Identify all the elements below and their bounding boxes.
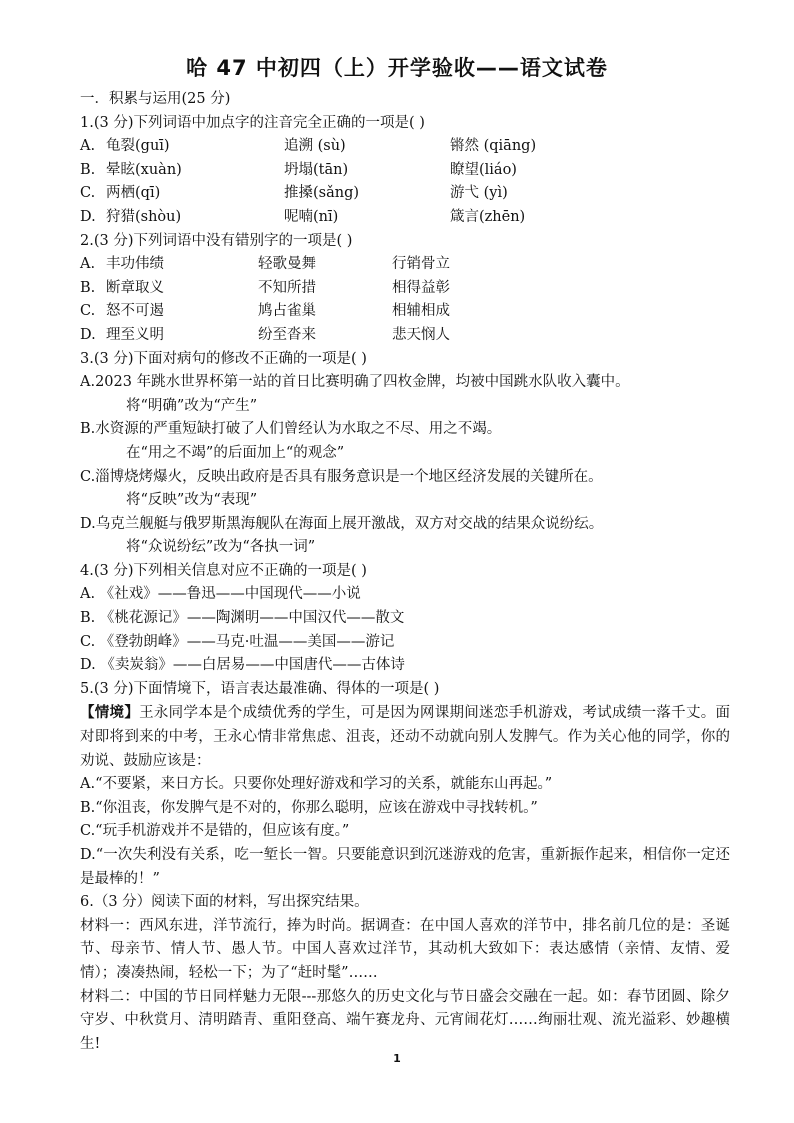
question-4-option-a: A. 《社戏》——鲁迅——中国现代——小说 <box>80 586 361 603</box>
question-2-stem: 2.(3 分)下列词语中没有错别字的一项是( ) <box>80 232 353 249</box>
question-5-stem: 5.(3 分)下面情境下，语言表达最准确、得体的一项是( ) <box>80 680 440 697</box>
question-5-option-c: C.“玩手机游戏并不是错的，但应该有度。” <box>80 823 350 840</box>
question-4-option-c: C. 《登勃朗峰》——马克·吐温——美国——游记 <box>80 633 395 650</box>
question-3-option-c-fix: 将“反映”改为“表现” <box>126 492 258 509</box>
question-5-option-d: D.“一次失利没有关系，吃一堑长一智。只要能意识到沉迷游戏的危害，重新振作起来，相信你一定还是最棒的！” <box>80 847 730 887</box>
question-3-option-c: C.淄博烧烤爆火，反映出政府是否具有服务意识是一个地区经济发展的关键所在。 <box>80 468 603 485</box>
question-4-stem: 4.(3 分)下列相关信息对应不正确的一项是( ) <box>80 562 367 579</box>
question-4-option-b: B. 《桃花源记》——陶渊明——中国汉代——散文 <box>80 610 405 627</box>
page-number: 1 <box>393 1052 401 1065</box>
question-1-option-b: B. 晕眩(xuàn) 坍塌(tān) 瞭望(liáo) <box>80 161 517 178</box>
question-3-option-d: D.乌克兰舰艇与俄罗斯黑海舰队在海面上展开激战，双方对交战的结果众说纷纭。 <box>80 515 604 532</box>
exam-content <box>80 88 730 1056</box>
question-3-option-b: B.水资源的严重短缺打破了人们曾经认为水取之不尽、用之不竭。 <box>80 421 502 438</box>
question-5-option-b: B.“你沮丧，你发脾气是不对的，你那么聪明，应该在游戏中寻找转机。” <box>80 799 538 816</box>
question-5-scenario: 【情境】王永同学本是个成绩优秀的学生，可是因为网课期间迷恋手机游戏，考试成绩一落千丈。面对即将到来的中考，王永心情非常焦虑、沮丧，还动不动就向别人发脾气。作为关心他的同学，你的劝说、鼓励应该是： <box>80 704 731 769</box>
question-6-material-1: 材料一：西风东进，洋节流行，捧为时尚。据调查：在中国人喜欢的洋节中，排名前几位的是：圣诞节、母亲节、情人节、愚人节。中国人喜欢过洋节，其动机大致如下：表达感情（亲情、友情、爱情）；凑凑热闹，轻松一下；为了“赶时髦”…… <box>80 917 730 981</box>
scenario-tag: 【情境】 <box>80 704 140 722</box>
question-3-option-d-fix: 将“众说纷纭”改为“各执一词” <box>126 539 316 556</box>
question-2-option-d: D. 理至义明 纷至沓来 悲天悯人 <box>80 326 450 343</box>
question-3-option-a-fix: 将“明确”改为“产生” <box>126 397 258 414</box>
question-2-option-b: B. 断章取义 不知所措 相得益彰 <box>80 279 450 296</box>
page-title: 哈 47 中初四（上）开学验收——语文试卷 <box>186 56 608 80</box>
question-1-stem: 1.(3 分)下列词语中加点字的注音完全正确的一项是( ) <box>80 114 425 131</box>
question-4-option-d: D. 《卖炭翁》——白居易——中国唐代——古体诗 <box>80 657 405 674</box>
question-5-option-a: A.“不要紧，来日方长。只要你处理好游戏和学习的关系，就能东山再起。” <box>80 776 553 793</box>
question-2-option-a: A. 丰功伟绩 轻歌曼舞 行销骨立 <box>80 256 450 273</box>
question-1-option-a: A. 龟裂(guī) 追溯 (sù) 锵然 (qiāng) <box>80 138 537 155</box>
question-6-material-2: 材料二：中国的节日同样魅力无限---那悠久的历史文化与节日盛会交融在一起。如：春节团圆、除夕守岁、中秋赏月、清明踏青、重阳登高、端午赛龙舟、元宵闹花灯……绚丽壮观、流光溢彩、妙趣横生! <box>80 988 730 1052</box>
question-3-option-b-fix: 在“用之不竭”的后面加上“的观念” <box>126 444 345 461</box>
question-1-option-d: D. 狩猎(shòu) 呢喃(nī) 箴言(zhēn) <box>80 208 526 225</box>
question-3-option-a: A.2023 年跳水世界杯第一站的首日比赛明确了四枚金牌，均被中国跳水队收入囊中。 <box>80 374 630 391</box>
question-1-option-c: C. 两栖(qī) 推搡(sǎng) 游弋 (yì) <box>80 185 508 202</box>
question-3-stem: 3.(3 分)下面对病句的修改不正确的一项是( ) <box>80 350 367 367</box>
section-heading: 一．积累与运用(25 分) <box>80 91 231 107</box>
question-6-stem: 6.（3 分）阅读下面的材料，写出探究结果。 <box>80 894 369 911</box>
question-2-option-c: C. 怒不可遏 鸠占雀巢 相辅相成 <box>80 303 450 320</box>
